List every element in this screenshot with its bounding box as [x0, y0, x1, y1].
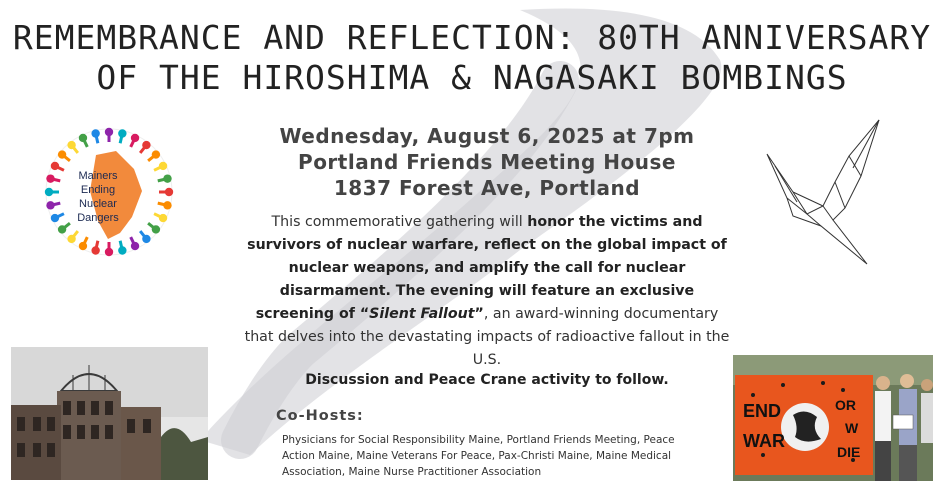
logo-text-3: Nuclear	[79, 198, 117, 210]
logo-text-2: Ending	[80, 184, 116, 196]
atomic-dome-photo	[11, 347, 208, 480]
desc-intro: This commemorative gathering will	[271, 214, 528, 230]
title-line-1: REMEMBRANCE AND REFLECTION: 80TH ANNIVERSARY	[12, 18, 932, 57]
page-title	[0, 18, 944, 98]
desc-bold: honor the victims and survivors of nuclear warfare, reflect on the global impact of nuclear weapons, and amplify the call for nuclear disarmament. The evening will feature an exclusive screening of “	[247, 214, 727, 322]
logo-text-4: Dangers	[77, 212, 119, 224]
title-line-2: OF THE HIROSHIMA & NAGASAKI BOMBINGS	[96, 58, 848, 97]
event-details	[230, 123, 744, 201]
event-description	[242, 211, 732, 372]
paper-crane-icon	[763, 116, 883, 268]
logo-text-1: Mainers	[78, 170, 118, 182]
mend-logo	[38, 121, 180, 263]
banner-text-die: DIE	[837, 444, 861, 460]
banner-text-end: END	[743, 401, 782, 421]
protest-banner-photo	[733, 355, 933, 481]
event-datetime: Wednesday, August 6, 2025 at 7pm	[279, 124, 695, 148]
cohosts-label: Co-Hosts:	[276, 408, 364, 424]
banner-text-war: WAR	[743, 431, 785, 451]
cohosts-list: Physicians for Social Responsibility Maine, Portland Friends Meeting, Peace Action Maine, Maine Veterans For Peace, Pax-Christi Maine, Maine Medical Association, Maine Nurse Practitioner Association	[282, 434, 675, 478]
event-address: 1837 Forest Ave, Portland	[333, 176, 641, 200]
film-title: Silent Fallout	[369, 306, 475, 322]
banner-text-w: W	[845, 420, 859, 436]
event-venue: Portland Friends Meeting House	[298, 150, 676, 174]
followup-text: Discussion and Peace Crane activity to follow.	[305, 372, 669, 388]
desc-bold-close: ”	[474, 306, 484, 322]
banner-text-or: OR	[835, 397, 856, 413]
desc-rest: , an award-winning documentary that delves into the devastating impacts of radioactive fallout in the U.S.	[244, 306, 730, 368]
